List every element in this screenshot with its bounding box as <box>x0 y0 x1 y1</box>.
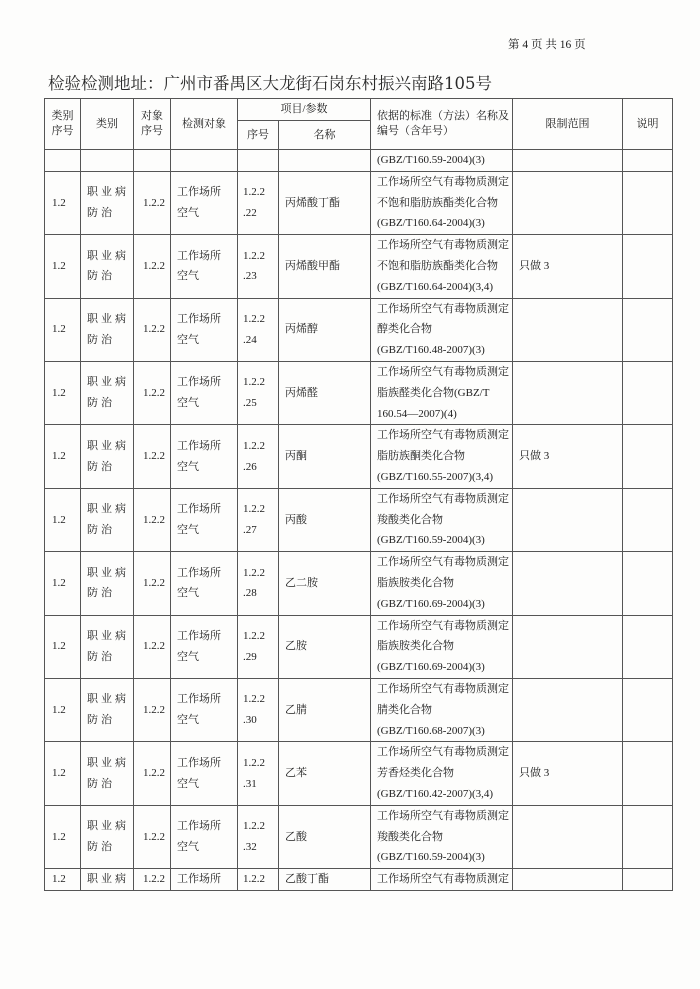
item-no-cell <box>238 425 279 488</box>
category-no-text: 1.2 <box>52 873 66 886</box>
header-note <box>623 99 673 150</box>
category-no-text: 1.2 <box>52 703 66 716</box>
table-row <box>45 361 673 424</box>
standard-line: 脂肪族酮类化合物 <box>377 450 465 463</box>
header-object-no <box>134 99 171 150</box>
object-no-cell <box>134 869 171 891</box>
limit-cell <box>513 742 623 805</box>
standard-cell <box>371 742 513 805</box>
category-cell <box>81 615 134 678</box>
header-line: 编号（含年号） <box>377 125 454 137</box>
item-name-cell <box>279 805 371 868</box>
item-no-text: 1.2.2 .32 <box>243 820 265 853</box>
limit-cell <box>513 805 623 868</box>
standard-line: 工作场所空气有毒物质测定 <box>377 746 509 759</box>
item-no-cell <box>238 869 279 891</box>
header-label: 限制范围 <box>545 117 590 130</box>
standard-cell <box>371 615 513 678</box>
object-cell <box>171 425 238 488</box>
note-cell <box>623 150 673 172</box>
item-no-text: 1.2.2 .28 <box>243 566 265 600</box>
standard-line: 工作场所空气有毒物质测定 <box>377 809 509 822</box>
standard-cell <box>371 298 513 361</box>
category-no-cell <box>45 298 81 361</box>
category-cell <box>81 805 134 868</box>
item-no-cell <box>238 171 279 234</box>
object-no-cell <box>134 805 171 868</box>
category-no-cell <box>45 615 81 678</box>
object-text: 工作场所 空气 <box>177 376 221 410</box>
object-cell <box>171 361 238 424</box>
standard-cell <box>371 805 513 868</box>
header-label: 检测对象 <box>182 117 226 130</box>
item-no-cell <box>238 298 279 361</box>
category-text: 职业病 防治 <box>87 376 129 410</box>
header-line: 类别 <box>51 110 74 122</box>
category-cell <box>81 678 134 741</box>
limit-cell <box>513 150 623 172</box>
category-no-text: 1.2 <box>52 513 66 526</box>
standard-line: 脂族醛类化合物(GBZ/T <box>377 386 490 399</box>
object-text: 工作场所 空气 <box>177 186 221 219</box>
item-no-cell <box>238 150 279 172</box>
object-no-text: 1.2.2 <box>143 513 165 526</box>
category-cell <box>81 361 134 424</box>
item-no-text: 1.2.2 .26 <box>243 439 265 473</box>
category-text: 职业病 防治 <box>87 503 129 536</box>
object-cell <box>171 298 238 361</box>
item-no-text: 1.2.2 .24 <box>243 312 265 346</box>
page-indicator: 第 4 页 共 16 页 <box>508 39 586 51</box>
item-name-cell <box>279 552 371 615</box>
object-no-cell <box>134 425 171 488</box>
standard-cell <box>371 361 513 424</box>
note-cell <box>623 488 673 551</box>
category-text: 职业病 防治 <box>87 756 129 790</box>
category-no-text: 1.2 <box>52 640 66 653</box>
note-cell <box>623 678 673 741</box>
object-text: 工作场所 空气 <box>177 566 221 600</box>
object-no-cell <box>134 361 171 424</box>
standard-line: (GBZ/T160.69-2004)(3) <box>377 597 485 610</box>
header-line: 序号 <box>51 125 74 137</box>
object-cell <box>171 171 238 234</box>
note-cell <box>623 742 673 805</box>
standard-line: 工作场所空气有毒物质测定 <box>377 556 509 569</box>
standard-line: 工作场所空气有毒物质测定 <box>377 682 509 695</box>
item-no-text: 1.2.2 .29 <box>243 629 265 663</box>
object-no-text: 1.2.2 <box>143 386 165 399</box>
object-text: 工作场所 空气 <box>177 629 221 663</box>
category-text: 职业病 防治 <box>87 312 129 346</box>
limit-text: 只做 3 <box>519 259 550 272</box>
category-no-text: 1.2 <box>52 259 66 272</box>
object-text: 工作场所 空气 <box>177 312 221 346</box>
category-no-text: 1.2 <box>52 386 66 399</box>
standard-line: 芳香烃类化合物 <box>377 767 454 780</box>
standard-line: (GBZ/T160.69-2004)(3) <box>377 661 485 674</box>
standard-line: 羧酸类化合物 <box>377 513 443 526</box>
item-name-text: 丙烯醛 <box>285 386 318 399</box>
category-no-cell <box>45 361 81 424</box>
limit-cell <box>513 361 623 424</box>
standard-line: 工作场所空气有毒物质测定 <box>377 873 509 886</box>
object-no-cell <box>134 150 171 172</box>
object-text: 工作场所 空气 <box>177 693 221 727</box>
limit-cell <box>513 678 623 741</box>
object-cell <box>171 150 238 172</box>
item-no-cell <box>238 552 279 615</box>
item-no-cell <box>238 678 279 741</box>
table-row <box>45 805 673 868</box>
item-name-cell <box>279 742 371 805</box>
object-no-text: 1.2.2 <box>143 196 165 209</box>
table-row <box>45 552 673 615</box>
object-no-text: 1.2.2 <box>143 767 165 780</box>
item-no-text: 1.2.2 .27 <box>243 503 265 536</box>
category-cell <box>81 171 134 234</box>
category-text: 职业病 <box>87 873 129 886</box>
standard-cell <box>371 552 513 615</box>
category-no-cell <box>45 552 81 615</box>
table-row <box>45 298 673 361</box>
item-no-cell <box>238 235 279 298</box>
header-row <box>45 99 673 121</box>
note-cell <box>623 552 673 615</box>
item-name-cell <box>279 361 371 424</box>
standard-line: 工作场所空气有毒物质测定 <box>377 365 509 378</box>
item-name-text: 丙烯酸甲酯 <box>285 259 340 272</box>
category-cell <box>81 869 134 891</box>
object-text: 工作场所 <box>177 873 221 886</box>
standard-line: 脂族胺类化合物 <box>377 640 454 653</box>
item-name-cell <box>279 615 371 678</box>
header-item-name <box>279 121 371 150</box>
standard-line: (GBZ/T160.59-2004)(3) <box>377 154 485 166</box>
standard-line: (GBZ/T160.55-2007)(3,4) <box>377 470 494 483</box>
standard-line: 不饱和脂肪族酯类化合物 <box>377 259 498 272</box>
standard-line: 工作场所空气有毒物质测定 <box>377 239 509 252</box>
object-no-cell <box>134 552 171 615</box>
object-no-cell <box>134 171 171 234</box>
note-cell <box>623 298 673 361</box>
standard-cell <box>371 869 513 891</box>
category-no-cell <box>45 235 81 298</box>
limit-cell <box>513 235 623 298</box>
header-line: 对象 <box>141 110 163 122</box>
header-item-group <box>238 99 371 121</box>
category-cell <box>81 425 134 488</box>
note-cell <box>623 235 673 298</box>
standard-line: 腈类化合物 <box>377 703 432 716</box>
standard-cell <box>371 425 513 488</box>
item-name-text: 丙烯酸丁酯 <box>285 196 340 209</box>
standard-line: 工作场所空气有毒物质测定 <box>377 302 509 315</box>
object-no-text: 1.2.2 <box>143 640 165 653</box>
limit-cell <box>513 869 623 891</box>
object-text: 工作场所 空气 <box>177 249 221 283</box>
object-no-cell <box>134 678 171 741</box>
category-no-text: 1.2 <box>52 450 66 463</box>
object-no-cell <box>134 235 171 298</box>
category-cell <box>81 488 134 551</box>
note-cell <box>623 425 673 488</box>
item-name-cell <box>279 425 371 488</box>
table-row <box>45 150 673 172</box>
item-name-cell <box>279 678 371 741</box>
category-no-cell <box>45 805 81 868</box>
item-no-text: 1.2.2 .22 <box>243 186 265 219</box>
category-text: 职业病 防治 <box>87 693 129 727</box>
header-label: 类别 <box>96 117 118 130</box>
item-no-cell <box>238 361 279 424</box>
note-cell <box>623 615 673 678</box>
header-limit <box>513 99 623 150</box>
limit-cell <box>513 488 623 551</box>
header-object <box>171 99 238 150</box>
object-no-text: 1.2.2 <box>143 873 165 886</box>
standard-line: (GBZ/T160.48-2007)(3) <box>377 344 485 357</box>
standard-line: 工作场所空气有毒物质测定 <box>377 492 509 505</box>
item-name-cell <box>279 869 371 891</box>
category-no-cell <box>45 678 81 741</box>
category-cell <box>81 235 134 298</box>
category-cell <box>81 552 134 615</box>
note-cell <box>623 869 673 891</box>
note-cell <box>623 805 673 868</box>
limit-text: 只做 3 <box>519 450 550 463</box>
item-no-text: 1.2.2 .31 <box>243 756 265 790</box>
category-cell <box>81 150 134 172</box>
standard-line: (GBZ/T160.59-2004)(3) <box>377 851 485 864</box>
object-cell <box>171 805 238 868</box>
table-row <box>45 869 673 891</box>
object-text: 工作场所 空气 <box>177 756 221 790</box>
standard-line: (GBZ/T160.68-2007)(3) <box>377 724 485 737</box>
category-cell <box>81 742 134 805</box>
category-no-text: 1.2 <box>52 323 66 336</box>
category-text: 职业病 防治 <box>87 439 129 473</box>
item-no-cell <box>238 488 279 551</box>
standard-line: (GBZ/T160.64-2004)(3,4) <box>377 280 494 293</box>
category-no-cell <box>45 742 81 805</box>
object-cell <box>171 678 238 741</box>
item-name-cell <box>279 235 371 298</box>
limit-cell <box>513 615 623 678</box>
header-label: 说明 <box>636 117 659 130</box>
object-no-text: 1.2.2 <box>143 830 165 843</box>
item-name-text: 丙烯醇 <box>285 323 318 336</box>
header-label: 序号 <box>247 128 269 141</box>
item-name-text: 乙腈 <box>285 703 307 716</box>
header-category-no <box>45 99 81 150</box>
note-cell <box>623 171 673 234</box>
category-text: 职业病 防治 <box>87 629 129 663</box>
object-cell <box>171 869 238 891</box>
object-no-cell <box>134 742 171 805</box>
header-standard <box>371 99 513 150</box>
item-no-cell <box>238 742 279 805</box>
item-name-text: 丙酸 <box>285 513 307 526</box>
category-no-cell <box>45 425 81 488</box>
item-no-cell <box>238 615 279 678</box>
table-row <box>45 171 673 234</box>
limit-text: 只做 3 <box>519 767 550 780</box>
standard-line: (GBZ/T160.64-2004)(3) <box>377 217 485 230</box>
standard-cell <box>371 488 513 551</box>
category-no-cell <box>45 150 81 172</box>
item-name-cell <box>279 298 371 361</box>
header-category <box>81 99 134 150</box>
item-no-text: 1.2.2 .30 <box>243 693 265 727</box>
item-no-text: 1.2.2 .23 <box>243 249 265 283</box>
table-row <box>45 615 673 678</box>
standard-line: 工作场所空气有毒物质测定 <box>377 175 509 188</box>
limit-cell <box>513 552 623 615</box>
scope-table <box>44 98 673 891</box>
category-no-cell <box>45 171 81 234</box>
object-cell <box>171 742 238 805</box>
header-line: 序号 <box>141 125 163 137</box>
standard-line: (GBZ/T160.59-2004)(3) <box>377 534 485 547</box>
item-no-text: 1.2.2 .25 <box>243 376 265 410</box>
table-header <box>45 99 673 150</box>
standard-line: 工作场所空气有毒物质测定 <box>377 429 509 442</box>
table-row <box>45 235 673 298</box>
object-no-text: 1.2.2 <box>143 450 165 463</box>
object-cell <box>171 488 238 551</box>
object-no-text: 1.2.2 <box>143 323 165 336</box>
standard-line: 羧酸类化合物 <box>377 830 443 843</box>
object-no-text: 1.2.2 <box>143 259 165 272</box>
standard-cell <box>371 171 513 234</box>
item-name-text: 乙胺 <box>285 640 307 653</box>
limit-cell <box>513 171 623 234</box>
item-name-text: 乙二胺 <box>285 576 318 589</box>
standard-line: 160.54—2007)(4) <box>377 407 457 420</box>
item-name-text: 乙酸丁酯 <box>285 873 329 886</box>
object-no-cell <box>134 615 171 678</box>
category-no-text: 1.2 <box>52 196 66 209</box>
table-row <box>45 678 673 741</box>
category-no-cell <box>45 869 81 891</box>
table-row <box>45 425 673 488</box>
header-item-no <box>238 121 279 150</box>
item-name-cell <box>279 171 371 234</box>
standard-line: 不饱和脂肪族酯类化合物 <box>377 196 498 209</box>
category-no-text: 1.2 <box>52 767 66 780</box>
item-name-text: 乙苯 <box>285 767 307 780</box>
standard-cell <box>371 150 513 172</box>
category-text: 职业病 防治 <box>87 566 129 600</box>
table-row <box>45 742 673 805</box>
limit-cell <box>513 298 623 361</box>
header-line: 依据的标准（方法）名称及 <box>377 110 509 122</box>
header-label: 名称 <box>313 128 336 141</box>
object-cell <box>171 552 238 615</box>
category-no-text: 1.2 <box>52 576 66 589</box>
category-cell <box>81 298 134 361</box>
item-name-cell <box>279 488 371 551</box>
item-no-text: 1.2.2 <box>243 873 265 886</box>
object-no-cell <box>134 298 171 361</box>
category-text: 职业病 防治 <box>87 249 129 283</box>
object-cell <box>171 235 238 298</box>
item-name-cell <box>279 150 371 172</box>
limit-cell <box>513 425 623 488</box>
object-text: 工作场所 空气 <box>177 820 221 853</box>
object-cell <box>171 615 238 678</box>
standard-line: 脂族胺类化合物 <box>377 576 454 589</box>
item-no-cell <box>238 805 279 868</box>
object-no-text: 1.2.2 <box>143 576 165 589</box>
table-row <box>45 488 673 551</box>
standard-line: 工作场所空气有毒物质测定 <box>377 619 509 632</box>
standard-cell <box>371 235 513 298</box>
object-no-cell <box>134 488 171 551</box>
item-name-text: 丙酮 <box>285 450 307 463</box>
standard-cell <box>371 678 513 741</box>
object-no-text: 1.2.2 <box>143 703 165 716</box>
header-label: 项目/参数 <box>280 103 328 115</box>
category-no-text: 1.2 <box>52 830 66 843</box>
table-body <box>45 150 673 891</box>
category-text: 职业病 防治 <box>87 186 129 219</box>
object-text: 工作场所 空气 <box>177 503 221 536</box>
category-no-cell <box>45 488 81 551</box>
object-text: 工作场所 空气 <box>177 439 221 473</box>
item-name-text: 乙酸 <box>285 830 307 843</box>
standard-line: 醇类化合物 <box>377 323 432 336</box>
category-text: 职业病 防治 <box>87 820 129 853</box>
standard-line: (GBZ/T160.42-2007)(3,4) <box>377 787 494 800</box>
address-title: 检验检测地址：广州市番禺区大龙街石岗东村振兴南路105号 <box>48 74 492 93</box>
note-cell <box>623 361 673 424</box>
